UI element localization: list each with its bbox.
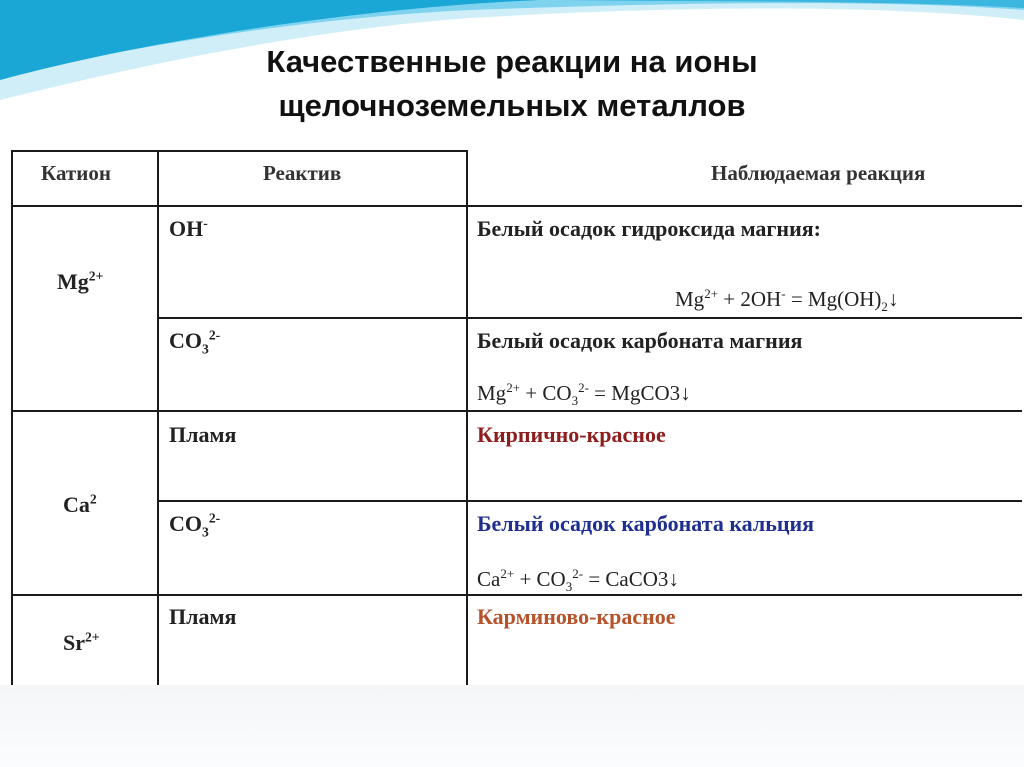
reagent-flame-ca: Пламя	[169, 422, 237, 447]
equation-mg-carbonate: $Mg^{2+} + CO_3^{2-}$ = MgCO3↓	[477, 380, 691, 409]
header-observed-reaction: Наблюдаемая реакция	[711, 161, 926, 185]
slide-title-line-1: Качественные реакции на ионы	[266, 44, 758, 79]
reaction-ca-flame: Кирпично-красное	[477, 422, 666, 447]
slide-title	[0, 40, 1024, 128]
cation-mg: $Mg^{2+}$	[57, 268, 104, 294]
reaction-sr-flame: Карминово-красное	[477, 604, 676, 629]
cation-sr: $Sr^{2+}$	[63, 629, 100, 655]
reagent-flame-sr: Пламя	[169, 604, 237, 629]
reagent-hydroxide: OH-	[169, 215, 208, 241]
table-border-left	[11, 150, 13, 685]
ca-row-divider	[157, 500, 1022, 502]
reaction-mg-carbonate: Белый осадок карбоната магния	[477, 328, 803, 353]
ca-sr-divider	[11, 594, 1022, 596]
equation-ca-carbonate: $Ca^{2+} + CO_3^{2-}$ = CaCO3↓	[477, 566, 679, 595]
header-reagent: Реактив	[263, 161, 342, 185]
equation-mg-hydroxide: $Mg^{2+} + 2OH^-$ = $Mg(OH)_2↓$	[675, 286, 899, 315]
reaction-ca-carbonate: Белый осадок карбоната кальция	[477, 511, 815, 536]
mg-row-divider	[157, 317, 1022, 319]
table-border-top	[11, 150, 466, 152]
slide-bottom-fade	[0, 685, 1024, 767]
column-divider-1	[157, 150, 159, 685]
mg-ca-divider	[11, 410, 1022, 412]
header-cation: Катион	[41, 161, 111, 185]
cation-ca: Ca$^2$	[63, 491, 97, 517]
reactions-table	[11, 150, 1022, 685]
slide-title-line-2: щелочноземельных металлов	[278, 88, 746, 123]
reaction-mg-hydroxide: Белый осадок гидроксида магния:	[477, 216, 821, 241]
reagent-carbonate-ca: $CO_3^{2-}$	[169, 510, 221, 540]
column-divider-2	[466, 150, 468, 685]
header-divider	[11, 205, 1022, 207]
reagent-carbonate-mg: $CO_3^{2-}$	[169, 327, 221, 357]
